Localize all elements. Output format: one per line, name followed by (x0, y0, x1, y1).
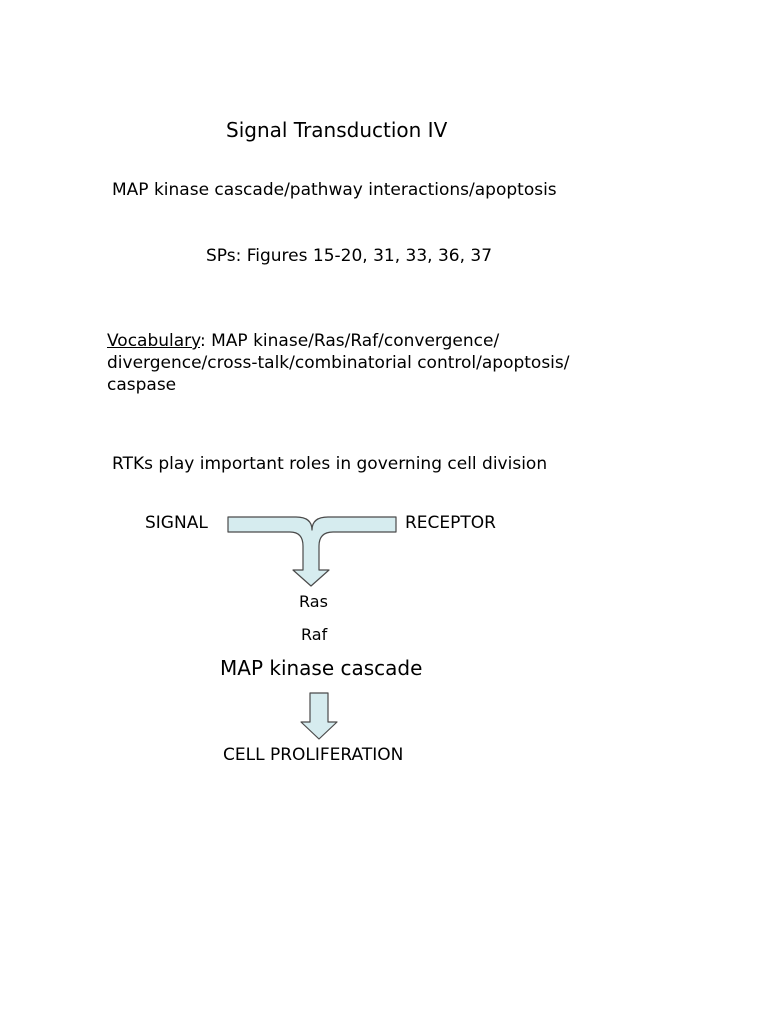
map-kinase-cascade-label: MAP kinase cascade (220, 656, 423, 680)
merge-arrow-icon (228, 517, 396, 586)
rtk-statement: RTKs play important roles in governing cell division (112, 454, 548, 474)
vocabulary-label: Vocabulary (107, 331, 200, 351)
signal-label: SIGNAL (145, 513, 208, 533)
receptor-label: RECEPTOR (405, 513, 496, 533)
down-arrow-icon (301, 693, 337, 739)
ras-label: Ras (299, 592, 328, 611)
cell-proliferation-label: CELL PROLIFERATION (223, 745, 404, 765)
raf-label: Raf (301, 625, 328, 644)
page-subtitle: MAP kinase cascade/pathway interactions/apoptosis (112, 180, 557, 200)
study-problems: SPs: Figures 15-20, 31, 33, 36, 37 (206, 246, 493, 266)
page-title: Signal Transduction IV (226, 118, 448, 142)
vocabulary-terms: : MAP kinase/Ras/Raf/convergence/ divergence/cross-talk/combinatorial control/apoptosis/ caspase (107, 331, 570, 395)
